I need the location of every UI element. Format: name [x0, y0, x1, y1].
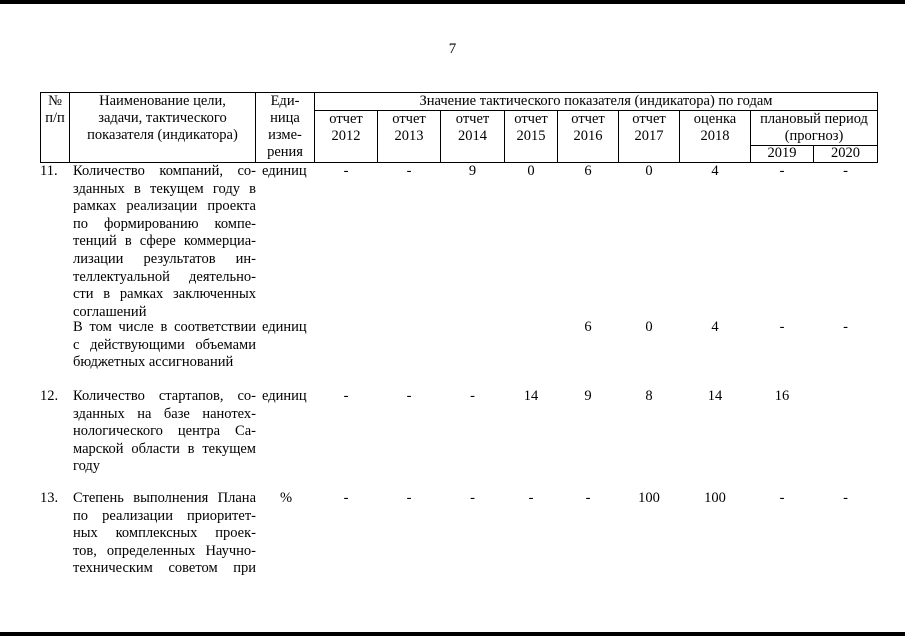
cell-2015: 0	[527, 163, 535, 179]
header-num: № п/п	[45, 93, 65, 126]
table-line	[877, 92, 878, 162]
header-name: Наименование цели, задачи, тактического показателя (индикатора)	[87, 93, 238, 143]
cell-2020: -	[843, 319, 848, 335]
row-description: Количество стартапов, со- зданных на базе нанотех- нологического центра Са- марской области в текущем году	[73, 388, 256, 475]
row-unit: единиц	[262, 163, 307, 179]
header-col-2018: оценка 2018	[693, 111, 737, 144]
cell-2016: -	[585, 490, 591, 506]
page-number: 7	[448, 41, 457, 57]
header-values-title: Значение тактического показателя (индикатора) по годам	[419, 93, 773, 109]
header-unit: Еди- ница изме- рения	[267, 93, 303, 160]
cell-2015: 14	[523, 388, 539, 404]
row-unit: единиц	[262, 388, 307, 404]
header-planned: плановый период (прогноз)	[760, 111, 868, 144]
cell-2018: 4	[711, 319, 719, 335]
cell-2012: -	[343, 163, 349, 179]
cell-2016: 6	[584, 319, 592, 335]
cell-2012: -	[343, 388, 349, 404]
cell-2013: -	[406, 388, 412, 404]
cell-2016: 6	[584, 163, 592, 179]
cell-2013: -	[406, 163, 412, 179]
row-unit: %	[280, 490, 293, 506]
header-col-2015: отчет 2015	[514, 111, 548, 144]
row-description: Степень выполнения Плана по реализации приоритет- ных комплексных проек- тов, определенных Научно- техническим советом при	[73, 490, 256, 577]
header-year-2019: 2019	[767, 145, 797, 161]
cell-2014: -	[470, 490, 475, 506]
header-col-2012: отчет 2012	[329, 111, 363, 144]
header-col-2017: отчет 2017	[632, 111, 666, 144]
header-year-2020: 2020	[831, 145, 860, 161]
row-description: Количество компаний, со- зданных в текущем году в рамках реализации проекта по формированию компе- тенций в сфере коммерциа- лизации результатов ин- теллектуальной деятельно- сти в рамках заключенных соглашений	[73, 163, 256, 320]
cell-2017: 100	[638, 490, 660, 506]
cell-2019: 16	[774, 388, 790, 404]
cell-2019: -	[779, 490, 785, 506]
cell-2012: -	[343, 490, 349, 506]
cell-2020: -	[843, 490, 848, 506]
row-unit: единиц	[262, 319, 307, 335]
cell-2017: 0	[645, 163, 653, 179]
row-number: 13.	[40, 490, 59, 506]
bottom-border	[0, 632, 905, 636]
header-col-2016: отчет 2016	[571, 111, 605, 144]
cell-2019: -	[779, 319, 785, 335]
cell-2013: -	[406, 490, 412, 506]
cell-2018: 100	[704, 490, 726, 506]
row-description: В том числе в соответствии с действующими объемами бюджетных ассигнований	[73, 319, 256, 371]
cell-2016: 9	[584, 388, 592, 404]
cell-2017: 8	[645, 388, 653, 404]
cell-2020: -	[843, 163, 848, 179]
header-col-2013: отчет 2013	[392, 111, 426, 144]
row-number: 12.	[40, 388, 59, 404]
cell-2018: 4	[711, 163, 719, 179]
cell-2018: 14	[707, 388, 723, 404]
cell-2014: 9	[468, 163, 477, 179]
cell-2015: -	[528, 490, 534, 506]
row-number: 11.	[40, 163, 58, 179]
cell-2019: -	[779, 163, 785, 179]
cell-2017: 0	[645, 319, 653, 335]
header-col-2014: отчет 2014	[455, 111, 490, 144]
cell-2014: -	[470, 388, 475, 404]
